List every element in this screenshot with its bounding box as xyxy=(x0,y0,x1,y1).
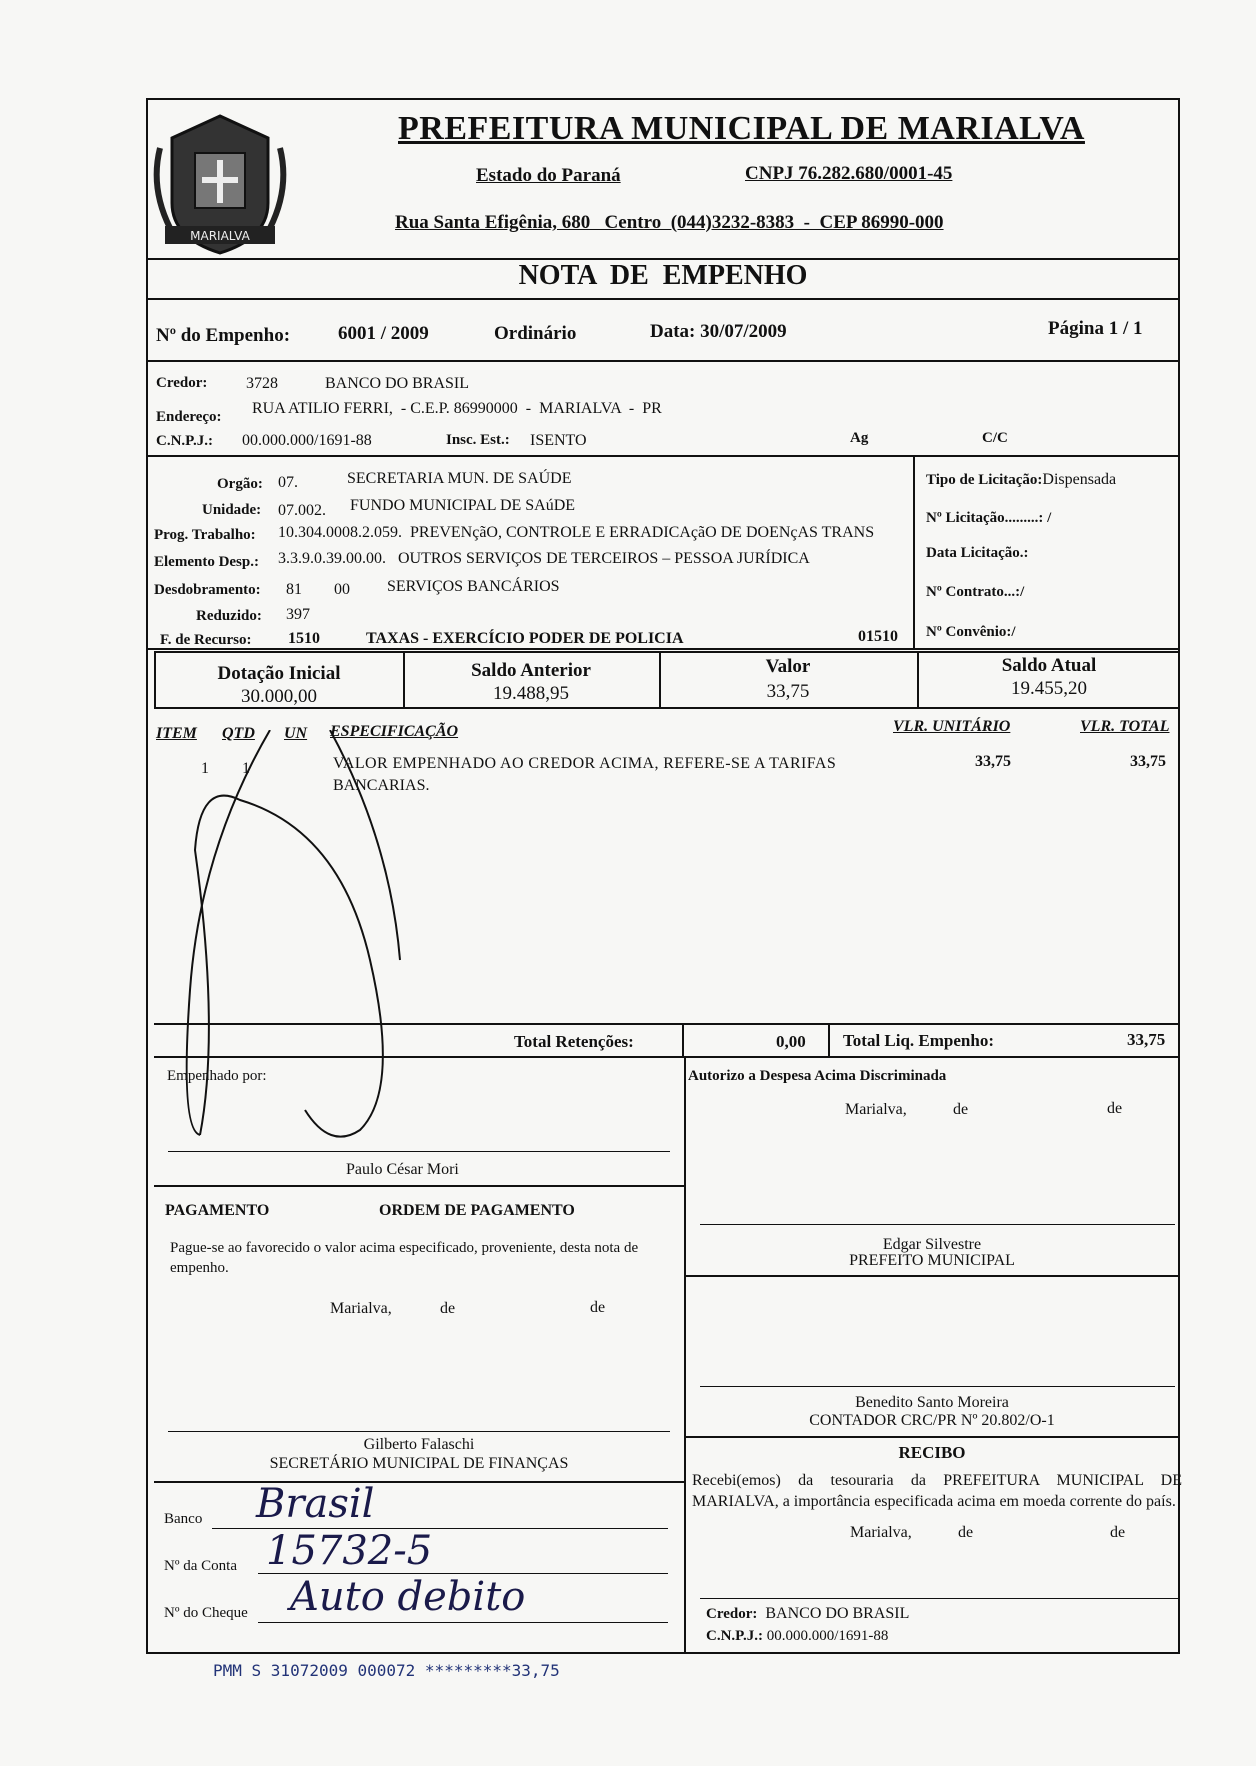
reduzido-label: Reduzido: xyxy=(196,608,262,624)
empenho-number-label: Nº do Empenho: xyxy=(156,325,291,346)
recurso-code: 01510 xyxy=(858,628,898,645)
insc-label: Insc. Est.: xyxy=(446,432,510,448)
recurso-label: F. de Recurso: xyxy=(160,632,252,648)
recibo-de-1: de xyxy=(958,1524,974,1541)
autorizo-de-1: de xyxy=(953,1101,969,1118)
orgao-code: 07. xyxy=(278,474,298,491)
cc-label: C/C xyxy=(982,430,1008,446)
crest-motto: MARIALVA xyxy=(190,229,250,243)
item-qtd: 1 xyxy=(242,760,250,777)
doc-title: NOTA DE EMPENHO xyxy=(518,260,808,291)
col-vlr-unitario: VLR. UNITÁRIO xyxy=(893,718,1011,735)
recibo-credor: Credor: BANCO DO BRASIL xyxy=(706,1605,910,1622)
col-especificacao: ESPECIFICAÇÃO xyxy=(330,723,459,740)
saldo-atual-label: Saldo Atual xyxy=(1001,655,1097,676)
col-un: UN xyxy=(284,725,308,742)
cheque-label: Nº do Cheque xyxy=(164,1605,248,1621)
retencoes-value: 0,00 xyxy=(776,1032,806,1051)
prefeito-nome: Edgar Silvestre xyxy=(882,1236,982,1253)
recibo-marialva: Marialva, xyxy=(850,1524,912,1541)
saldo-anterior-value: 19.488,95 xyxy=(493,683,569,704)
col-vlr-total: VLR. TOTAL xyxy=(1080,718,1170,735)
recibo-de-2: de xyxy=(1110,1524,1126,1541)
saldo-anterior-label: Saldo Anterior xyxy=(471,660,591,681)
state-name: Estado do Paraná xyxy=(476,165,621,186)
elemento-value: 3.3.9.0.39.00.00. OUTROS SERVIÇOS DE TERCEIROS – PESSOA JURÍDICA xyxy=(278,550,810,567)
desdob-b: 00 xyxy=(334,581,350,598)
footer-stamp: PMM S 31072009 000072 *********33,75 xyxy=(213,1661,560,1680)
dotacao-inicial-value: 30.000,00 xyxy=(241,686,317,707)
pagamento-label: PAGAMENTO xyxy=(165,1202,270,1219)
conta-handwritten: 15732-5 xyxy=(266,1528,433,1574)
recibo-cnpj: C.N.P.J.: 00.000.000/1691-88 xyxy=(706,1628,889,1644)
unidade-code: 07.002. xyxy=(278,502,326,519)
prog-label: Prog. Trabalho: xyxy=(154,527,256,543)
credor-code: 3728 xyxy=(246,375,278,392)
contrato-numero: Nº Contrato...:/ xyxy=(926,584,1025,600)
item-spec-line1: VALOR EMPENHADO AO CREDOR ACIMA, REFERE-SE A TARIFAS xyxy=(333,755,837,772)
desdob-name: SERVIÇOS BANCÁRIOS xyxy=(387,578,560,595)
contador-cargo: CONTADOR CRC/PR Nº 20.802/O-1 xyxy=(809,1412,1055,1429)
pagamento-de-2: de xyxy=(590,1299,606,1316)
empenho-type: Ordinário xyxy=(494,323,577,344)
valor-value: 33,75 xyxy=(766,681,810,702)
autorizo-de-2: de xyxy=(1107,1100,1123,1117)
orgao-label: Orgão: xyxy=(217,476,263,492)
desdob-a: 81 xyxy=(286,581,302,598)
prefeito-cargo: PREFEITO MUNICIPAL xyxy=(849,1252,1015,1269)
pagamento-text: Pague-se ao favorecido o valor acima especificado, proveniente, desta nota de empenho. xyxy=(170,1240,639,1276)
banco-label: Banco xyxy=(164,1511,203,1527)
credor-label: Credor: xyxy=(156,375,208,391)
conta-label: Nº da Conta xyxy=(164,1558,237,1574)
credor-cnpj: 00.000.000/1691-88 xyxy=(242,432,372,449)
valor-label: Valor xyxy=(765,656,811,677)
ag-label: Ag xyxy=(850,430,869,446)
item-spec-line2: BANCARIAS. xyxy=(333,777,430,794)
col-item: ITEM xyxy=(156,725,197,742)
cheque-handwritten: Auto debito xyxy=(290,1574,526,1620)
licitacao-data: Data Licitação.: xyxy=(926,545,1029,561)
credor-name: BANCO DO BRASIL xyxy=(325,375,470,392)
banco-handwritten: Brasil xyxy=(256,1481,375,1527)
desdob-label: Desdobramento: xyxy=(154,582,261,598)
dotacao-inicial-label: Dotação Inicial xyxy=(217,663,341,684)
retencoes-label: Total Retenções: xyxy=(514,1032,634,1051)
orgao-name: SECRETARIA MUN. DE SAÚDE xyxy=(347,470,572,487)
reduzido-value: 397 xyxy=(286,606,310,623)
item-unit-value: 33,75 xyxy=(975,753,1011,770)
page-number: Página 1 / 1 xyxy=(1048,318,1143,339)
recibo-title: RECIBO xyxy=(898,1443,966,1462)
insc-value: ISENTO xyxy=(530,432,587,449)
endereco-label: Endereço: xyxy=(156,409,222,425)
saldo-atual-value: 19.455,20 xyxy=(1011,678,1087,699)
header-cnpj: CNPJ 76.282.680/0001-45 xyxy=(745,163,953,184)
unidade-label: Unidade: xyxy=(202,502,262,518)
liquido-label: Total Liq. Empenho: xyxy=(843,1031,994,1050)
recurso-name: TAXAS - EXERCÍCIO PODER DE POLICIA xyxy=(366,630,684,647)
municipal-crest xyxy=(150,108,290,258)
item-number: 1 xyxy=(201,760,209,777)
col-qtd: QTD xyxy=(222,725,255,742)
cnpj-label: C.N.P.J.: xyxy=(156,433,213,449)
contador-nome: Benedito Santo Moreira xyxy=(855,1394,1009,1411)
tipo-licitacao: Tipo de Licitação:Dispensada xyxy=(926,471,1117,488)
unidade-name: FUNDO MUNICIPAL DE SAúDE xyxy=(350,497,576,514)
convenio-numero: Nº Convênio:/ xyxy=(926,624,1016,640)
ordem-pagamento-label: ORDEM DE PAGAMENTO xyxy=(379,1202,575,1219)
empenho-number: 6001 / 2009 xyxy=(338,323,429,344)
liquido-value: 33,75 xyxy=(1127,1030,1166,1049)
autorizo-marialva: Marialva, xyxy=(845,1101,907,1118)
empenho-date: Data: 30/07/2009 xyxy=(650,321,787,342)
empenhado-nome: Paulo César Mori xyxy=(346,1161,459,1178)
secretario-nome: Gilberto Falaschi xyxy=(363,1436,475,1453)
page-title: PREFEITURA MUNICIPAL DE MARIALVA xyxy=(398,110,1085,147)
endereco: RUA ATILIO FERRI, - C.E.P. 86990000 - MARIALVA - PR xyxy=(252,400,662,417)
secretario-cargo: SECRETÁRIO MUNICIPAL DE FINANÇAS xyxy=(269,1455,569,1472)
recurso-value: 1510 xyxy=(288,630,320,647)
prog-value: 10.304.0008.2.059. PREVENçãO, CONTROLE E ERRADICAçãO DE DOENçAS TRANS xyxy=(278,524,875,541)
pagamento-marialva: Marialva, xyxy=(330,1300,392,1317)
recibo-text: Recebi(emos) da tesouraria da PREFEITURA MUNICIPAL DE MARIALVA, a importância especificada acima em moeda corrente do país. xyxy=(692,1472,1182,1510)
item-total-value: 33,75 xyxy=(1130,753,1166,770)
handwritten-signature xyxy=(160,730,420,1150)
header-address: Rua Santa Efigênia, 680 Centro (044)3232-8383 - CEP 86990-000 xyxy=(395,212,944,233)
elemento-label: Elemento Desp.: xyxy=(154,554,259,570)
empenhado-label: Empenhado por: xyxy=(167,1068,267,1084)
autorizo-label: Autorizo a Despesa Acima Discriminada xyxy=(688,1068,947,1084)
pagamento-de-1: de xyxy=(440,1300,456,1317)
licitacao-numero: Nº Licitação.........: / xyxy=(926,510,1052,526)
